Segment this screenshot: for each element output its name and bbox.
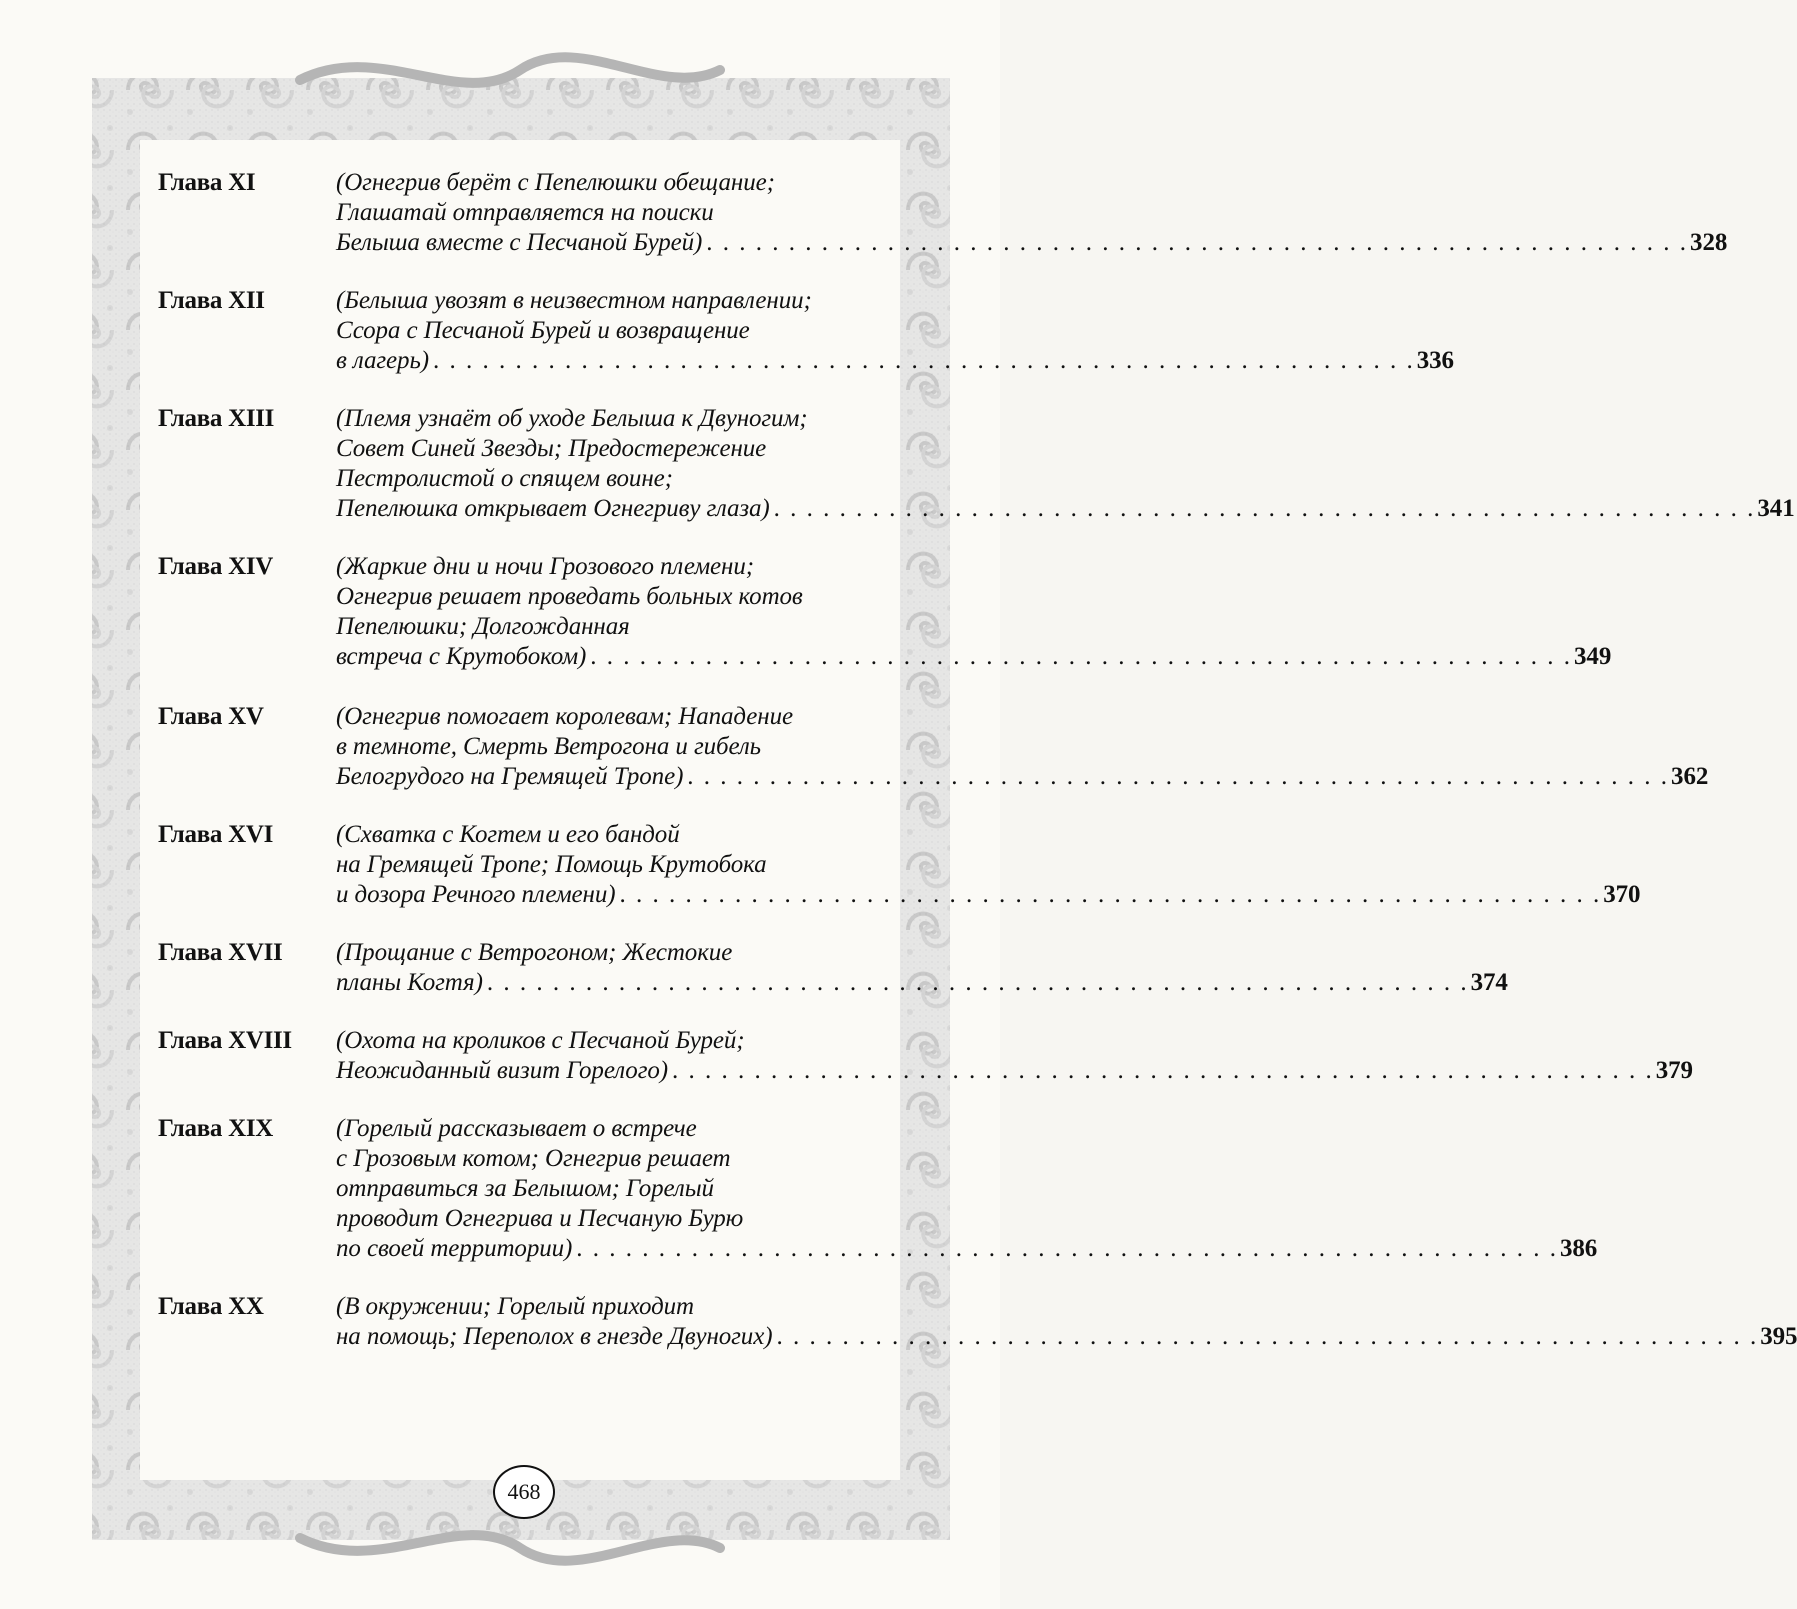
toc-entry-14[interactable] bbox=[158, 552, 1612, 702]
chapter-page-number: 379 bbox=[1655, 1057, 1693, 1084]
toc-entry-17[interactable] bbox=[158, 938, 1508, 1026]
chapter-page-number: 349 bbox=[1574, 643, 1612, 670]
leader-dots bbox=[433, 346, 1415, 376]
description-line: (Жаркие дни и ночи Грозового племени; bbox=[336, 553, 754, 580]
leader-dots bbox=[672, 1056, 1654, 1086]
chapter-description bbox=[336, 820, 1640, 910]
chapter-description bbox=[336, 552, 1611, 672]
description-line: на помощь; Переполох в гнезде Двуногих) bbox=[336, 1323, 773, 1350]
description-line: Огнегрив решает проведать больных котов bbox=[336, 583, 803, 610]
chapter-label: Глава XI bbox=[158, 169, 256, 196]
chapter-description bbox=[336, 702, 1708, 792]
description-line: на Гремящей Тропе; Помощь Крутобока bbox=[336, 851, 767, 878]
chapter-description bbox=[336, 286, 1454, 376]
description-line: по своей территории) bbox=[336, 1235, 573, 1262]
chapter-label: Глава XX bbox=[158, 1293, 264, 1320]
toc-entry-20[interactable] bbox=[158, 1292, 1797, 1362]
description-line: встреча с Крутобоком) bbox=[336, 643, 587, 670]
description-line: Ссора с Песчаной Бурей и возвращение bbox=[336, 317, 750, 344]
description-line: и дозора Речного племени) bbox=[336, 881, 616, 908]
chapter-page-number: 328 bbox=[1690, 229, 1728, 256]
page-number: 468 bbox=[493, 1465, 555, 1519]
leader-dots bbox=[774, 494, 1756, 524]
chapter-page-number: 374 bbox=[1470, 969, 1508, 996]
description-line: (Охота на кроликов с Песчаной Бурей; bbox=[336, 1027, 745, 1054]
chapter-label: Глава XV bbox=[158, 703, 264, 730]
leader-dots bbox=[576, 1234, 1558, 1264]
description-last-line bbox=[336, 968, 1508, 998]
chapter-page-number: 341 bbox=[1757, 495, 1795, 522]
table-of-contents bbox=[158, 168, 1797, 1362]
chapter-page-number: 395 bbox=[1760, 1323, 1797, 1350]
chapter-label: Глава XIII bbox=[158, 405, 275, 432]
description-line: Белыша вместе с Песчаной Бурей) bbox=[336, 229, 703, 256]
description-last-line bbox=[336, 1322, 1797, 1352]
description-last-line bbox=[336, 228, 1727, 258]
description-last-line bbox=[336, 1234, 1597, 1264]
chapter-page-number: 336 bbox=[1416, 347, 1454, 374]
chapter-description bbox=[336, 1114, 1597, 1264]
chapter-description bbox=[336, 1026, 1693, 1086]
chapter-label: Глава XIV bbox=[158, 553, 274, 580]
chapter-label: Глава XII bbox=[158, 287, 265, 314]
chapter-label: Глава XVII bbox=[158, 939, 283, 966]
description-line: (Племя узнаёт об уходе Белыша к Двуногим; bbox=[336, 405, 808, 432]
description-last-line bbox=[336, 762, 1708, 792]
description-line: (Огнегрив помогает королевам; Нападение bbox=[336, 703, 793, 730]
description-line: Неожиданный визит Горелого) bbox=[336, 1057, 668, 1084]
leader-dots bbox=[487, 968, 1469, 998]
chapter-description bbox=[336, 168, 1727, 258]
toc-entry-11[interactable] bbox=[158, 168, 1728, 286]
description-line: (В окружении; Горелый приходит bbox=[336, 1293, 695, 1320]
description-line: (Схватка с Когтем и его бандой bbox=[336, 821, 680, 848]
description-line: (Прощание с Ветрогоном; Жестокие bbox=[336, 939, 733, 966]
description-last-line bbox=[336, 642, 1611, 672]
toc-entry-16[interactable] bbox=[158, 820, 1641, 938]
description-line: (Горелый рассказывает о встрече bbox=[336, 1115, 697, 1142]
description-last-line bbox=[336, 346, 1454, 376]
chapter-label: Глава XVIII bbox=[158, 1027, 292, 1054]
description-line: проводит Огнегрива и Песчаную Бурю bbox=[336, 1205, 744, 1232]
description-line: Пепелюшки; Долгожданная bbox=[336, 613, 630, 640]
chapter-page-number: 362 bbox=[1671, 763, 1709, 790]
description-line: Глашатай отправляется на поиски bbox=[336, 199, 714, 226]
description-line: Пепелюшка открывает Огнегриву глаза) bbox=[336, 495, 770, 522]
description-last-line bbox=[336, 494, 1795, 524]
description-line: Совет Синей Звезды; Предостережение bbox=[336, 435, 767, 462]
description-last-line bbox=[336, 880, 1640, 910]
description-line: планы Когтя) bbox=[336, 969, 483, 996]
description-line: Белогрудого на Гремящей Тропе) bbox=[336, 763, 684, 790]
chapter-description bbox=[336, 938, 1508, 998]
description-last-line bbox=[336, 1056, 1693, 1086]
description-line: в темноте, Смерть Ветрогона и гибель bbox=[336, 733, 761, 760]
leader-dots bbox=[687, 762, 1669, 792]
chapter-page-number: 370 bbox=[1603, 881, 1641, 908]
toc-entry-12[interactable] bbox=[158, 286, 1454, 404]
toc-entry-15[interactable] bbox=[158, 702, 1709, 820]
description-line: Пестролистой о спящем воине; bbox=[336, 465, 673, 492]
leader-dots bbox=[706, 228, 1688, 258]
toc-entry-13[interactable] bbox=[158, 404, 1795, 552]
chapter-description bbox=[336, 404, 1795, 524]
toc-entry-18[interactable] bbox=[158, 1026, 1693, 1114]
leader-dots bbox=[776, 1322, 1758, 1352]
leader-dots bbox=[619, 880, 1601, 910]
toc-entry-19[interactable] bbox=[158, 1114, 1598, 1292]
description-line: (Огнегрив берёт с Пепелюшки обещание; bbox=[336, 169, 775, 196]
chapter-page-number: 386 bbox=[1560, 1235, 1598, 1262]
description-line: отправиться за Белышом; Горелый bbox=[336, 1175, 714, 1202]
description-line: с Грозовым котом; Огнегрив решает bbox=[336, 1145, 731, 1172]
chapter-description bbox=[336, 1292, 1797, 1352]
leader-dots bbox=[590, 642, 1572, 672]
description-line: (Белыша увозят в неизвестном направлении; bbox=[336, 287, 812, 314]
description-line: в лагерь) bbox=[336, 347, 429, 374]
chapter-label: Глава XVI bbox=[158, 821, 274, 848]
chapter-label: Глава XIX bbox=[158, 1115, 274, 1142]
